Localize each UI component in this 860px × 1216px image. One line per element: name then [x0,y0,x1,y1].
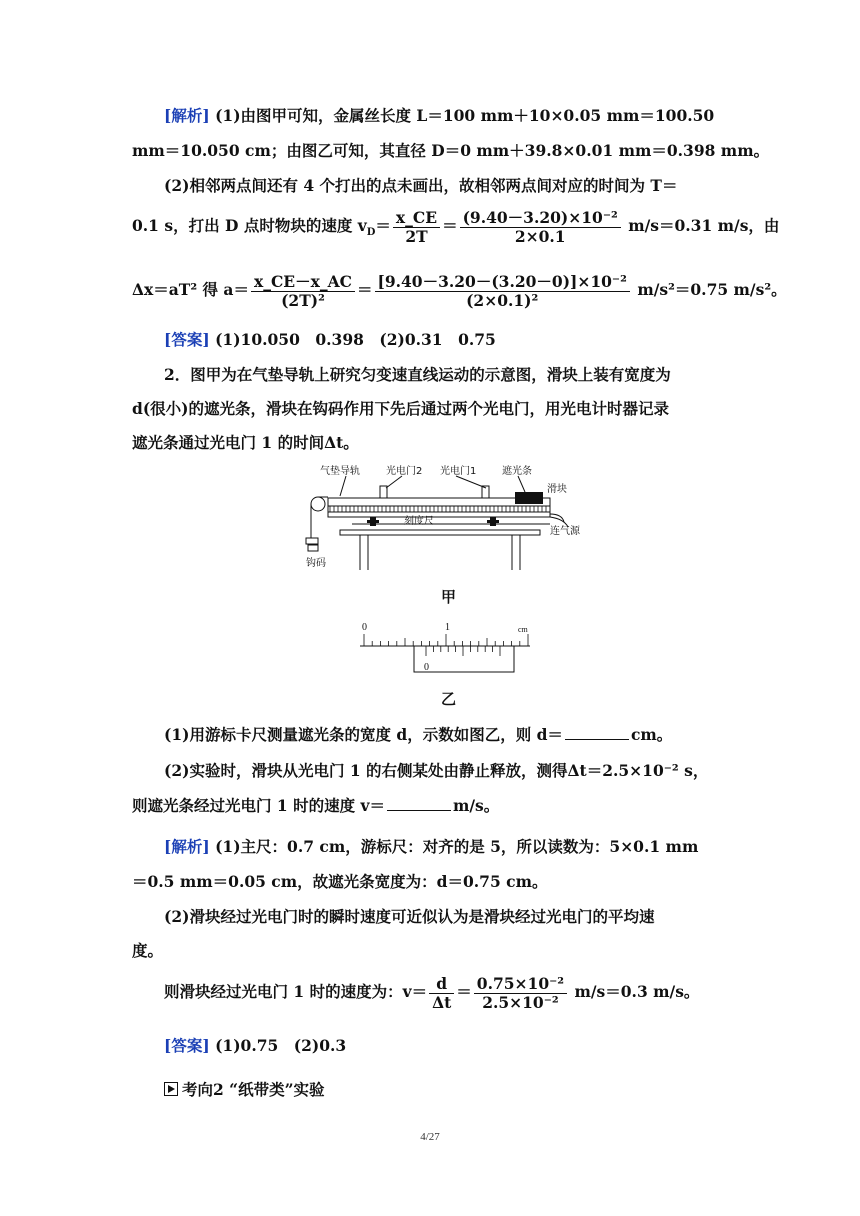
answer-blank[interactable] [387,810,451,811]
analysis2-line-4: 度。 [132,941,164,960]
fraction: $\frac{\text{(9.40－3.20)×10⁻²}}{2\times 0.1}$ [460,209,621,246]
question-2-line-1: 2．图甲为在气垫导轨上研究匀变速直线运动的示意图，滑块上装有宽度为 [164,365,671,384]
air-track-diagram [300,462,600,574]
fraction: $\frac{d}{\Delta t}$ [429,975,454,1012]
question-2-line-2: d(很小)的遮光条，滑块在钩码作用下先后通过两个光电门，用光电计时器记录 [132,399,670,418]
fraction: $\frac{x\_CE-x\_AC}{\text{(2T)²}}$ [251,273,355,310]
main-scale-label-1: 1 [445,622,450,633]
gate1-label: 光电门1 [440,466,477,477]
play-triangle-icon [164,1082,178,1096]
rail-label: 气垫导轨 [320,466,360,477]
answer-tag: [答案] [164,1036,210,1055]
figure-yi-caption: 乙 [441,690,457,708]
figure-jia-caption: 甲 [441,588,457,606]
sub-question-1: (1)用游标卡尺测量遮光条的宽度 d，示数如图乙，则 d＝ cm。 [164,725,673,744]
unit-label: cm [518,625,528,634]
weight-label: 钩码 [306,558,326,569]
analysis-line-5: Δx＝aT² 得 a＝ $\frac{x\_CE-x\_AC}{\text{(2T)²}}$ ＝ $\frac{\text{[9.40－3.20－(3.20－0)]×10⁻²}}{\text{(2×0.1)²}}$ m/s²＝0.75 m/s²。 [132,271,787,310]
analysis2-line-3: (2)滑块经过光电门时的瞬时速度可近似认为是滑块经过光电门的平均速 [164,907,655,926]
vernier-caliper-diagram [352,618,542,678]
analysis2-line-5: 则滑块经过光电门 1 时的速度为：v＝ $\frac{d}{\Delta t}$ ＝ $\frac{\text{0.75×10⁻²}}{\text{2.5×10⁻²}}$ m/s＝0.3 m/s。 [164,973,700,1012]
gate2-label: 光电门2 [386,466,423,477]
answer-tag: [答案] [164,330,210,349]
analysis-line-2: mm＝10.050 cm；由图乙可知，其直径 D＝0 mm＋39.8×0.01 mm＝0.398 mm。 [132,141,770,160]
slider-label: 滑块 [547,484,567,495]
vernier-label-0: 0 [424,662,429,673]
air-label: 连气源 [550,526,580,537]
analysis2-line-1: [解析] (1)主尺：0.7 cm，游标尺：对齐的是 5，所以读数为：5×0.1 mm [164,837,699,856]
question-2-line-3: 遮光条通过光电门 1 的时间Δt。 [132,433,359,452]
sub-question-2-line-1: (2)实验时，滑块从光电门 1 的右侧某处由静止释放，测得Δt＝2.5×10⁻² s， [164,761,709,780]
analysis-line-3: (2)相邻两点间还有 4 个打出的点未画出，故相邻两点间对应的时间为 T＝ [164,176,678,195]
analysis-tag: [解析] [164,106,210,125]
fraction: $\frac{x\_CE}{2T}$ [393,209,440,246]
answer-blank[interactable] [565,739,629,740]
analysis-line-1: [解析] (1)由图甲可知，金属丝长度 L＝100 mm＋10×0.05 mm＝100.50 [164,106,715,125]
page-number: 4/27 [420,1131,440,1143]
analysis2-line-2: ＝0.5 mm＝0.05 cm，故遮光条宽度为：d＝0.75 cm。 [132,872,548,891]
scale-label: 刻度尺 [404,516,434,527]
analysis-tag: [解析] [164,837,210,856]
section-heading: 考向2 “纸带类”实验 [164,1078,325,1100]
sub-question-2-line-2: 则遮光条经过光电门 1 时的速度 v＝ m/s。 [132,796,500,815]
fraction: $\frac{\text{[9.40－3.20－(3.20－0)]×10⁻²}}{\text{(2×0.1)²}}$ [375,273,630,310]
main-scale-label-0: 0 [362,622,367,633]
answer-line-1: [答案] (1)10.050 0.398 (2)0.31 0.75 [164,330,496,349]
fraction: $\frac{\text{0.75×10⁻²}}{\text{2.5×10⁻²}}$ [474,975,567,1012]
answer-line-2: [答案] (1)0.75 (2)0.3 [164,1036,347,1055]
strip-label: 遮光条 [502,466,532,477]
analysis-line-4: 0.1 s，打出 D 点时物块的速度 $v_D=$ $\frac{x\_CE}{2T}$ ＝ $\frac{\text{(9.40－3.20)×10⁻²}}{2\times 0.1}$ m/s＝0.31 m/s，由 [132,207,780,246]
